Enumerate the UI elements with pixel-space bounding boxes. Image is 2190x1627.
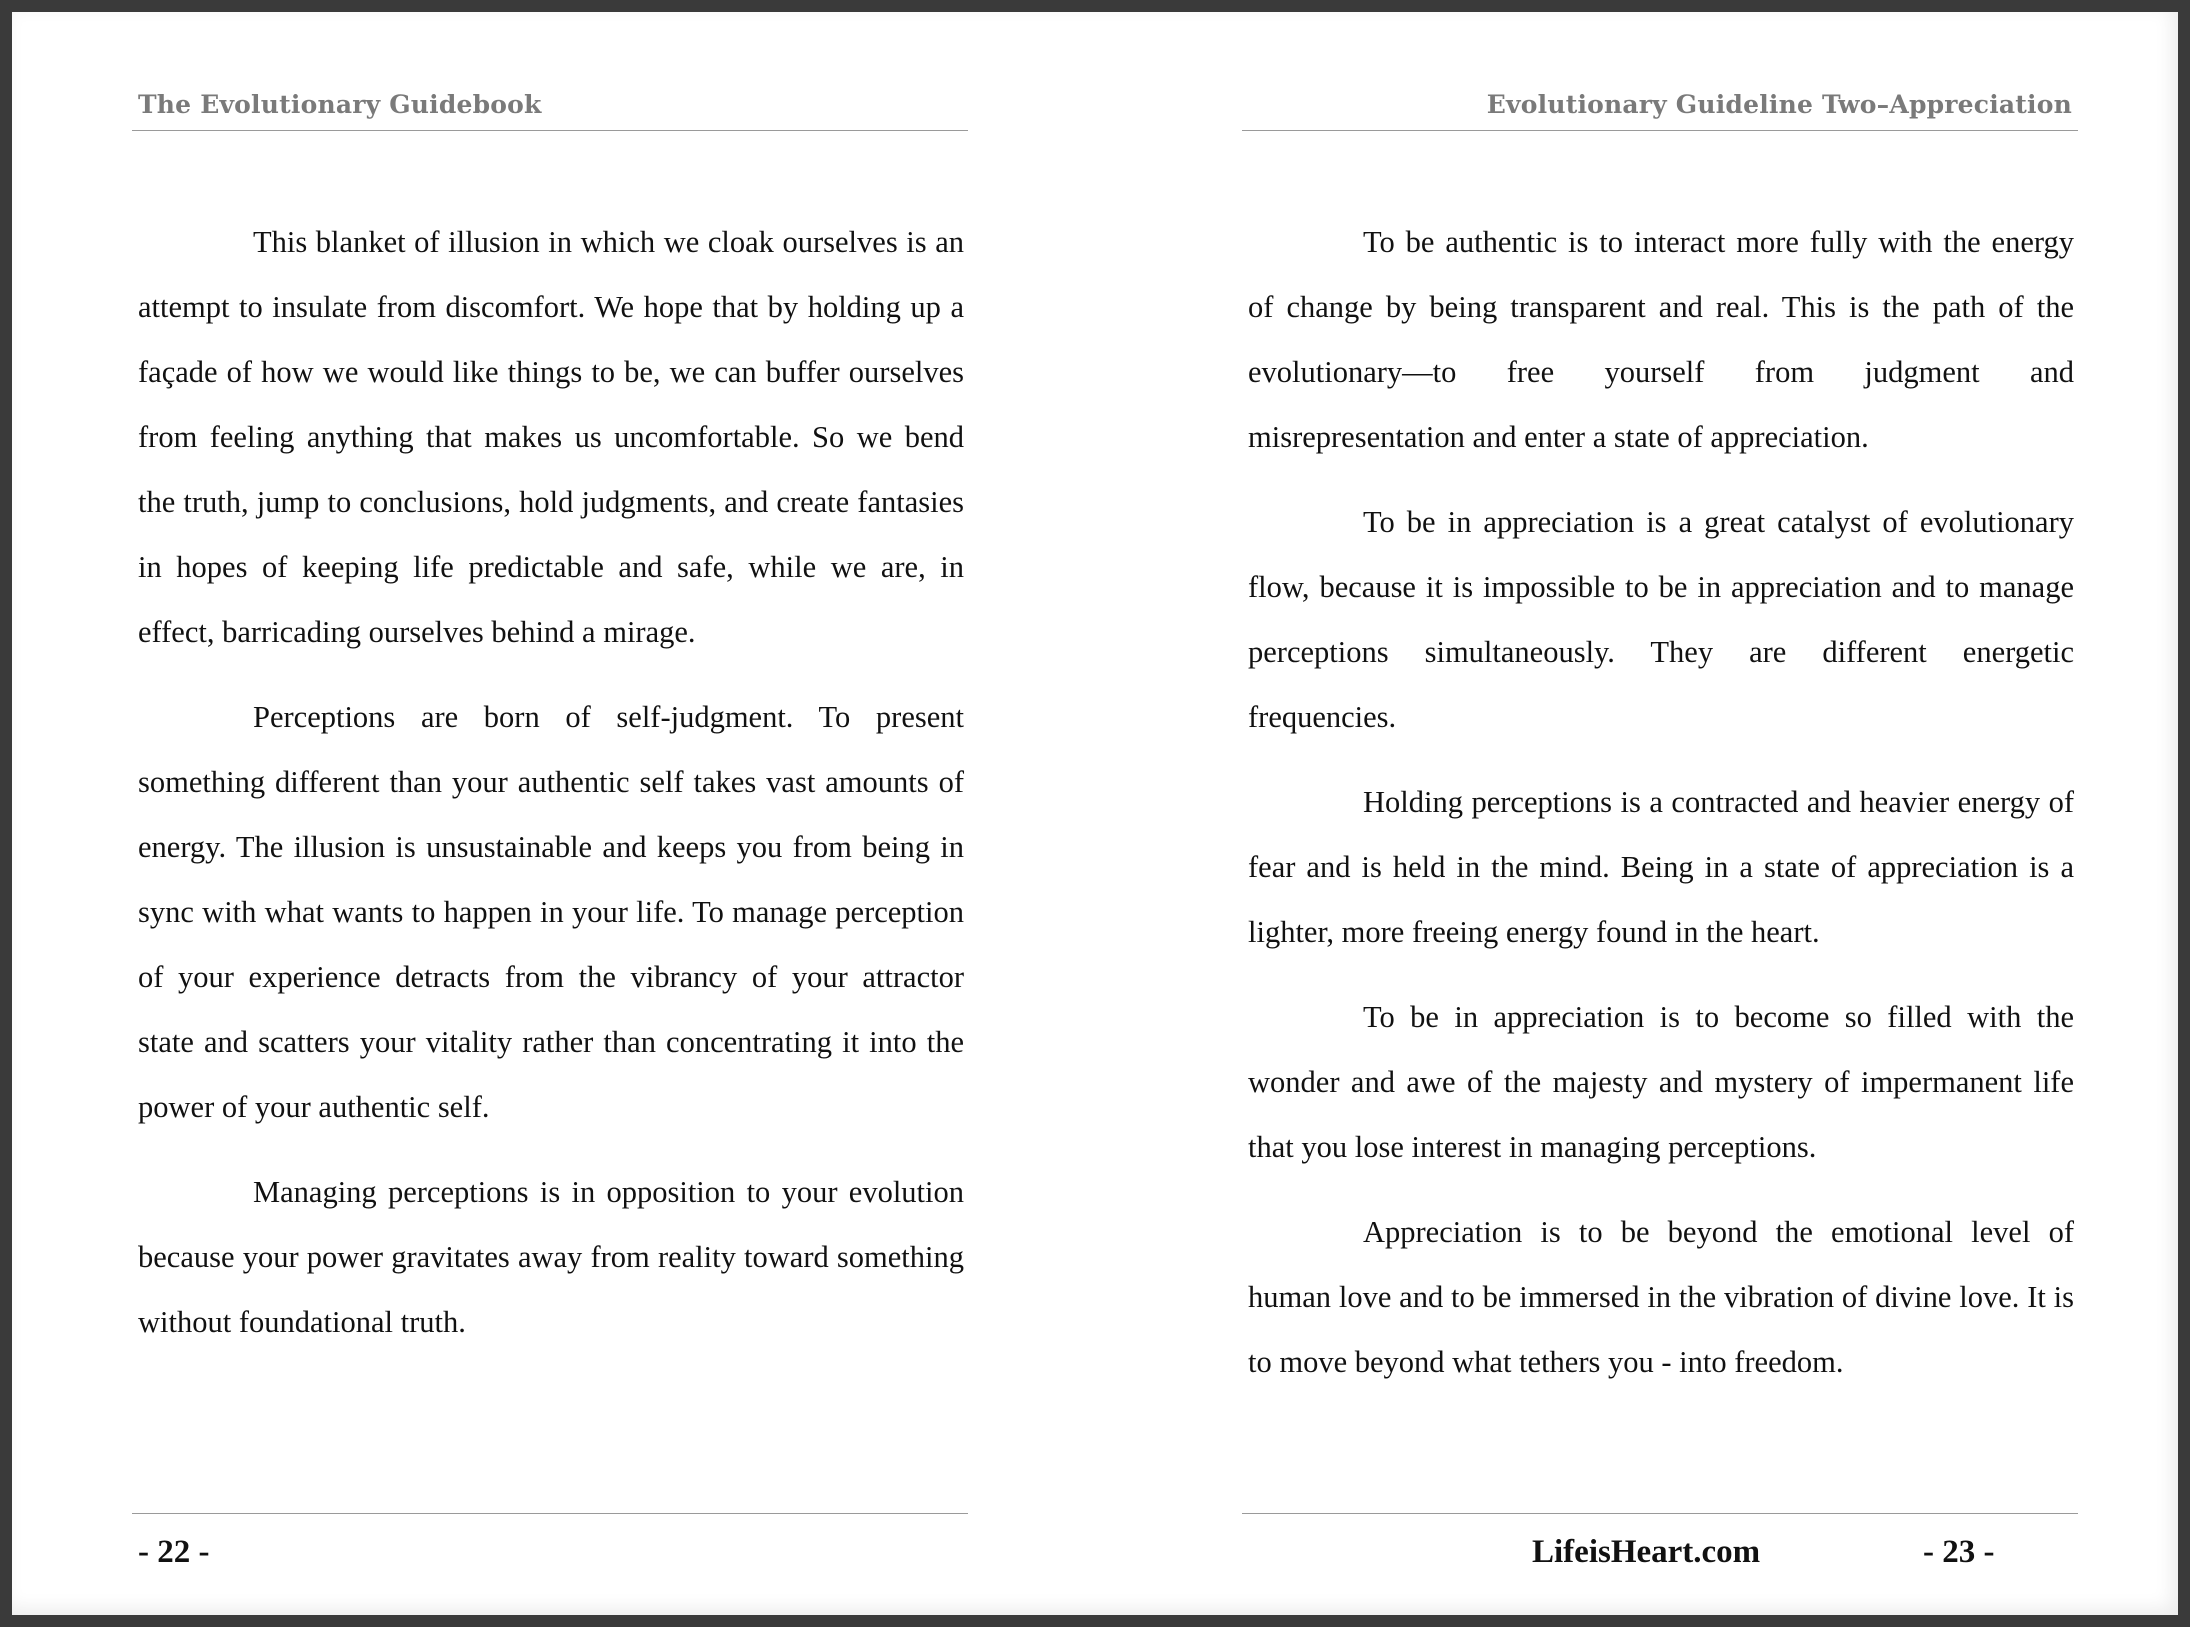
right-paragraph-5: Appreciation is to be beyond the emotional level of human love and to be immersed in the vibration of divine love. It is to move beyond what tethers you - into freedom. [1248,1215,2074,1379]
right-paragraph-3: Holding perceptions is a contracted and heavier energy of fear and is held in the mind. Being in a state of appreciation is a lighter, more freeing energy found in the heart. [1248,785,2074,949]
right-page-number: - 23 - [1923,1534,1995,1570]
right-footer-rule [1242,1513,2078,1514]
book-spread [12,12,2178,1615]
right-running-header: Evolutionary Guideline Two–Appreciation [1486,90,2072,119]
left-paragraph-1: This blanket of illusion in which we cloak ourselves is an attempt to insulate from discomfort. We hope that by holding up a façade of how we would like things to be, we can buffer ourselves from feeling anything that makes us uncomfortable. So we bend the truth, jump to conclusions, hold judgments, and create fantasies in hopes of keeping life predictable and safe, while we are, in effect, barricading ourselves behind a mirage. [138,225,964,649]
footer-site-name: LifeisHeart.com [1532,1534,1761,1570]
left-running-header: The Evolutionary Guidebook [138,90,542,119]
left-page [122,12,972,1615]
left-footer-rule [132,1513,968,1514]
right-header-rule [1242,130,2078,131]
left-paragraph-3: Managing perceptions is in opposition to your evolution because your power gravitates away from reality toward something without foundational truth. [138,1175,964,1339]
left-page-number: - 22 - [138,1534,210,1570]
left-body-text [138,210,964,1375]
left-paragraph-2: Perceptions are born of self-judgment. To present something different than your authentic self takes vast amounts of energy. The illusion is unsustainable and keeps you from being in sync with what wants to happen in your life. To manage perception of your experience detracts from the vibrancy of your attractor state and scatters your vitality rather than concentrating it into the power of your authentic self. [138,700,964,1124]
left-header-rule [132,130,968,131]
right-page [1232,12,2082,1615]
right-paragraph-4: To be in appreciation is to become so filled with the wonder and awe of the majesty and mystery of impermanent life that you lose interest in managing perceptions. [1248,1000,2074,1164]
right-paragraph-1: To be authentic is to interact more fully with the energy of change by being transparent and real. This is the path of the evolutionary—to free yourself from judgment and misrepresentation and enter a state of appreciation. [1248,225,2074,454]
right-body-text [1248,210,2074,1415]
right-paragraph-2: To be in appreciation is a great catalyst of evolutionary flow, because it is impossible to be in appreciation and to manage perceptions simultaneously. They are different energetic frequencies. [1248,505,2074,734]
